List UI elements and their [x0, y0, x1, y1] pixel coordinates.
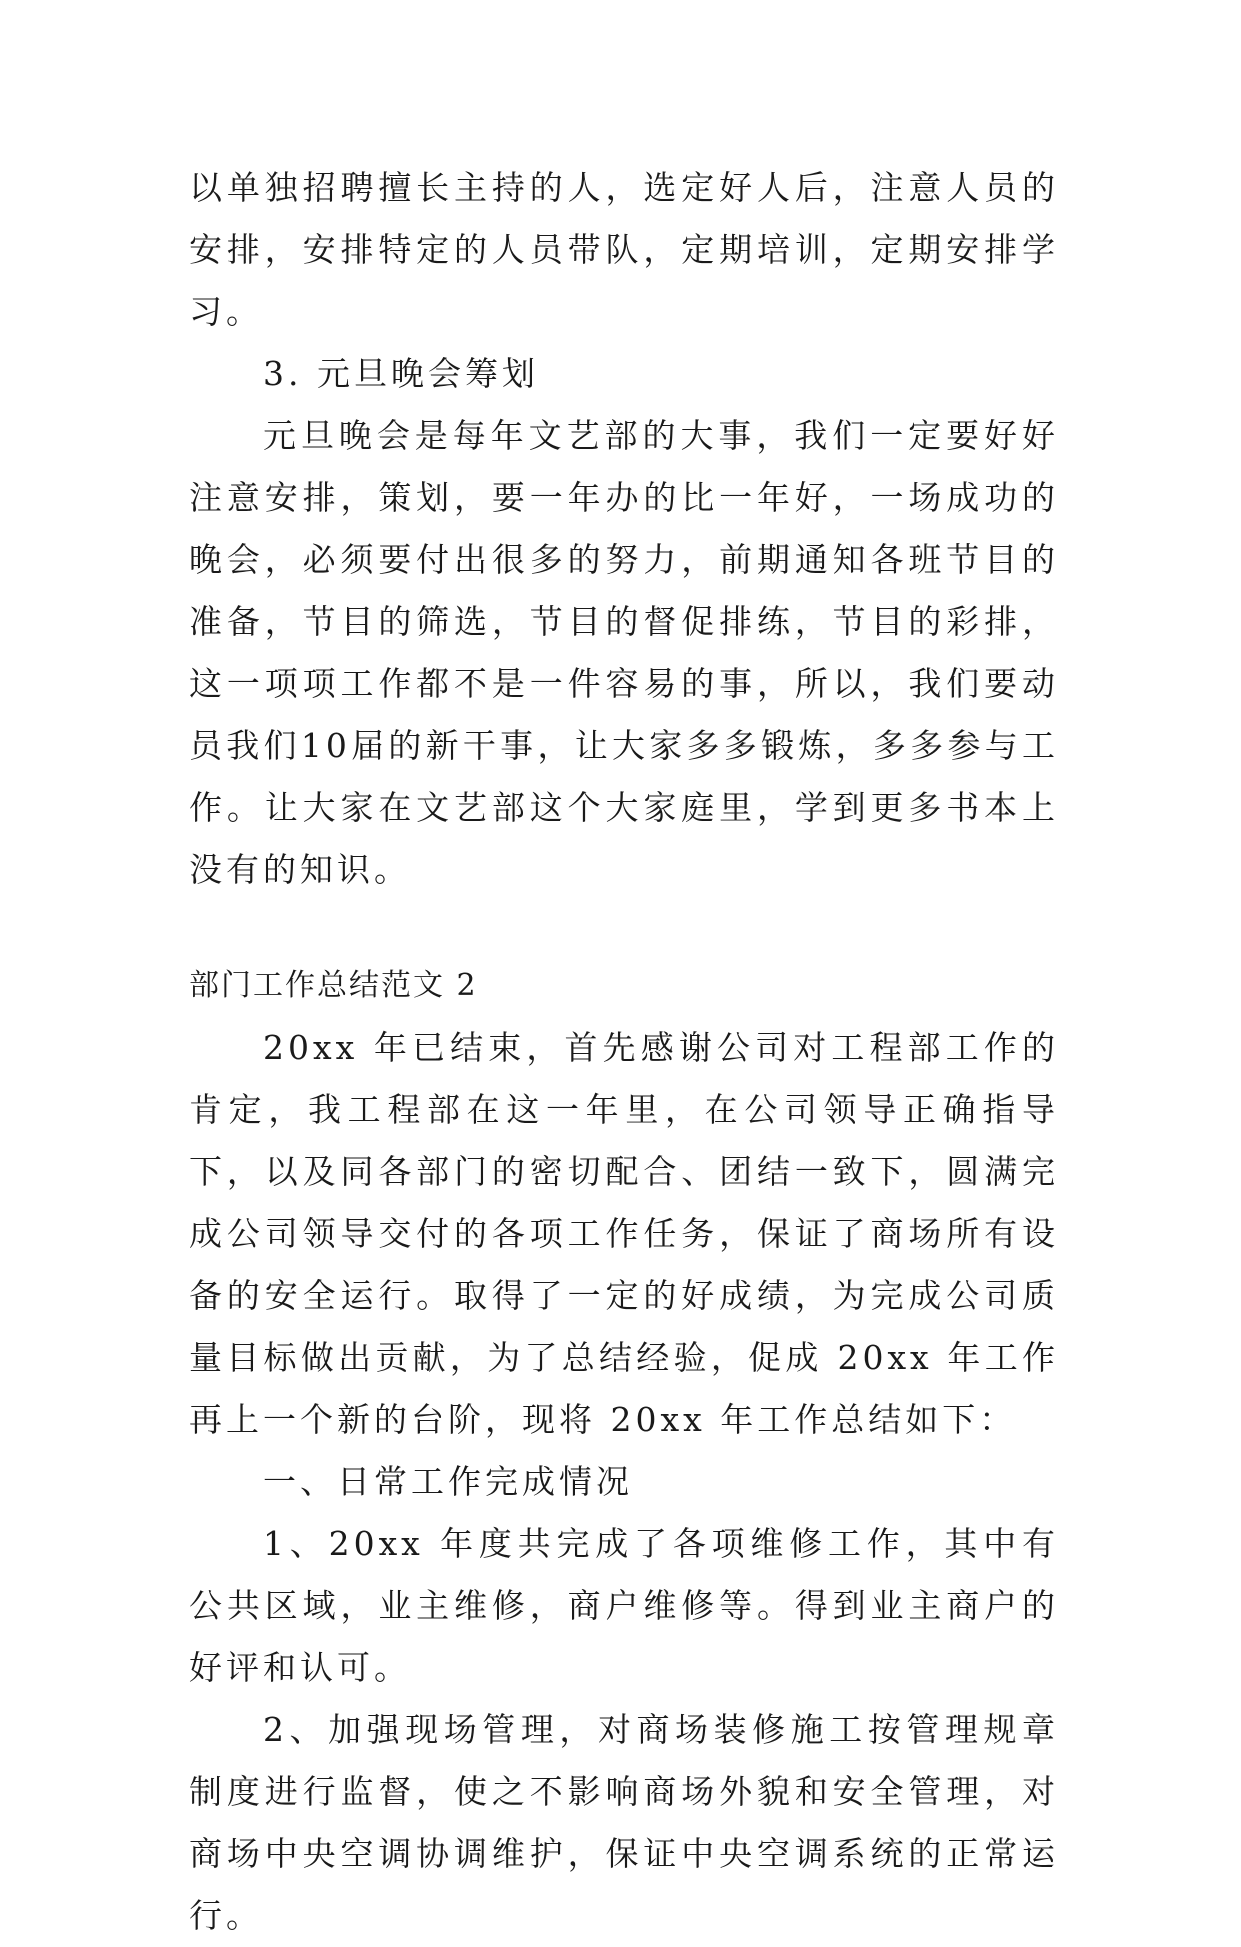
subheading: 一、日常工作完成情况 — [263, 1462, 633, 1501]
point-2-paragraph: 2、加强现场管理，对商场装修施工按管理规章制度进行监督，使之不影响商场外貌和安全管理，对商场中央空调协调维护，保证中央空调系统的正常运行。 — [189, 1710, 1059, 1935]
point-1-paragraph: 1、20xx 年度共完成了各项维修工作，其中有公共区域，业主维修，商户维修等。得到业主商户的好评和认可。 — [189, 1524, 1059, 1687]
continued-paragraph: 以单独招聘擅长主持的人，选定好人后，注意人员的安排，安排特定的人员带队，定期培训，定期安排学习。 — [189, 168, 1059, 331]
item-heading: 3. 元旦晚会筹划 — [263, 354, 539, 393]
section-title: 部门工作总结范文 2 — [189, 968, 478, 1003]
item-body-paragraph: 元旦晚会是每年文艺部的大事，我们一定要好好注意安排，策划，要一年办的比一年好，一场成功的晚会，必须要付出很多的努力，前期通知各班节目的准备，节目的筛选，节目的督促排练，节目的彩排，这一项项工作都不是一件容易的事，所以，我们要动员我们10届的新干事，让大家多多锻炼，多多参与工作。让大家在文艺部这个大家庭里，学到更多书本上没有的知识。 — [189, 416, 1059, 889]
section-gap — [189, 901, 1059, 955]
document-body — [189, 157, 1059, 1947]
intro-paragraph: 20xx 年已结束，首先感谢公司对工程部工作的肯定，我工程部在这一年里，在公司领导正确指导下，以及同各部门的密切配合、团结一致下，圆满完成公司领导交付的各项工作任务，保证了商场所有设备的安全运行。取得了一定的好成绩，为完成公司质量目标做出贡献，为了总结经验，促成 20xx 年工作再上一个新的台阶，现将 20xx 年工作总结如下： — [189, 1028, 1059, 1439]
